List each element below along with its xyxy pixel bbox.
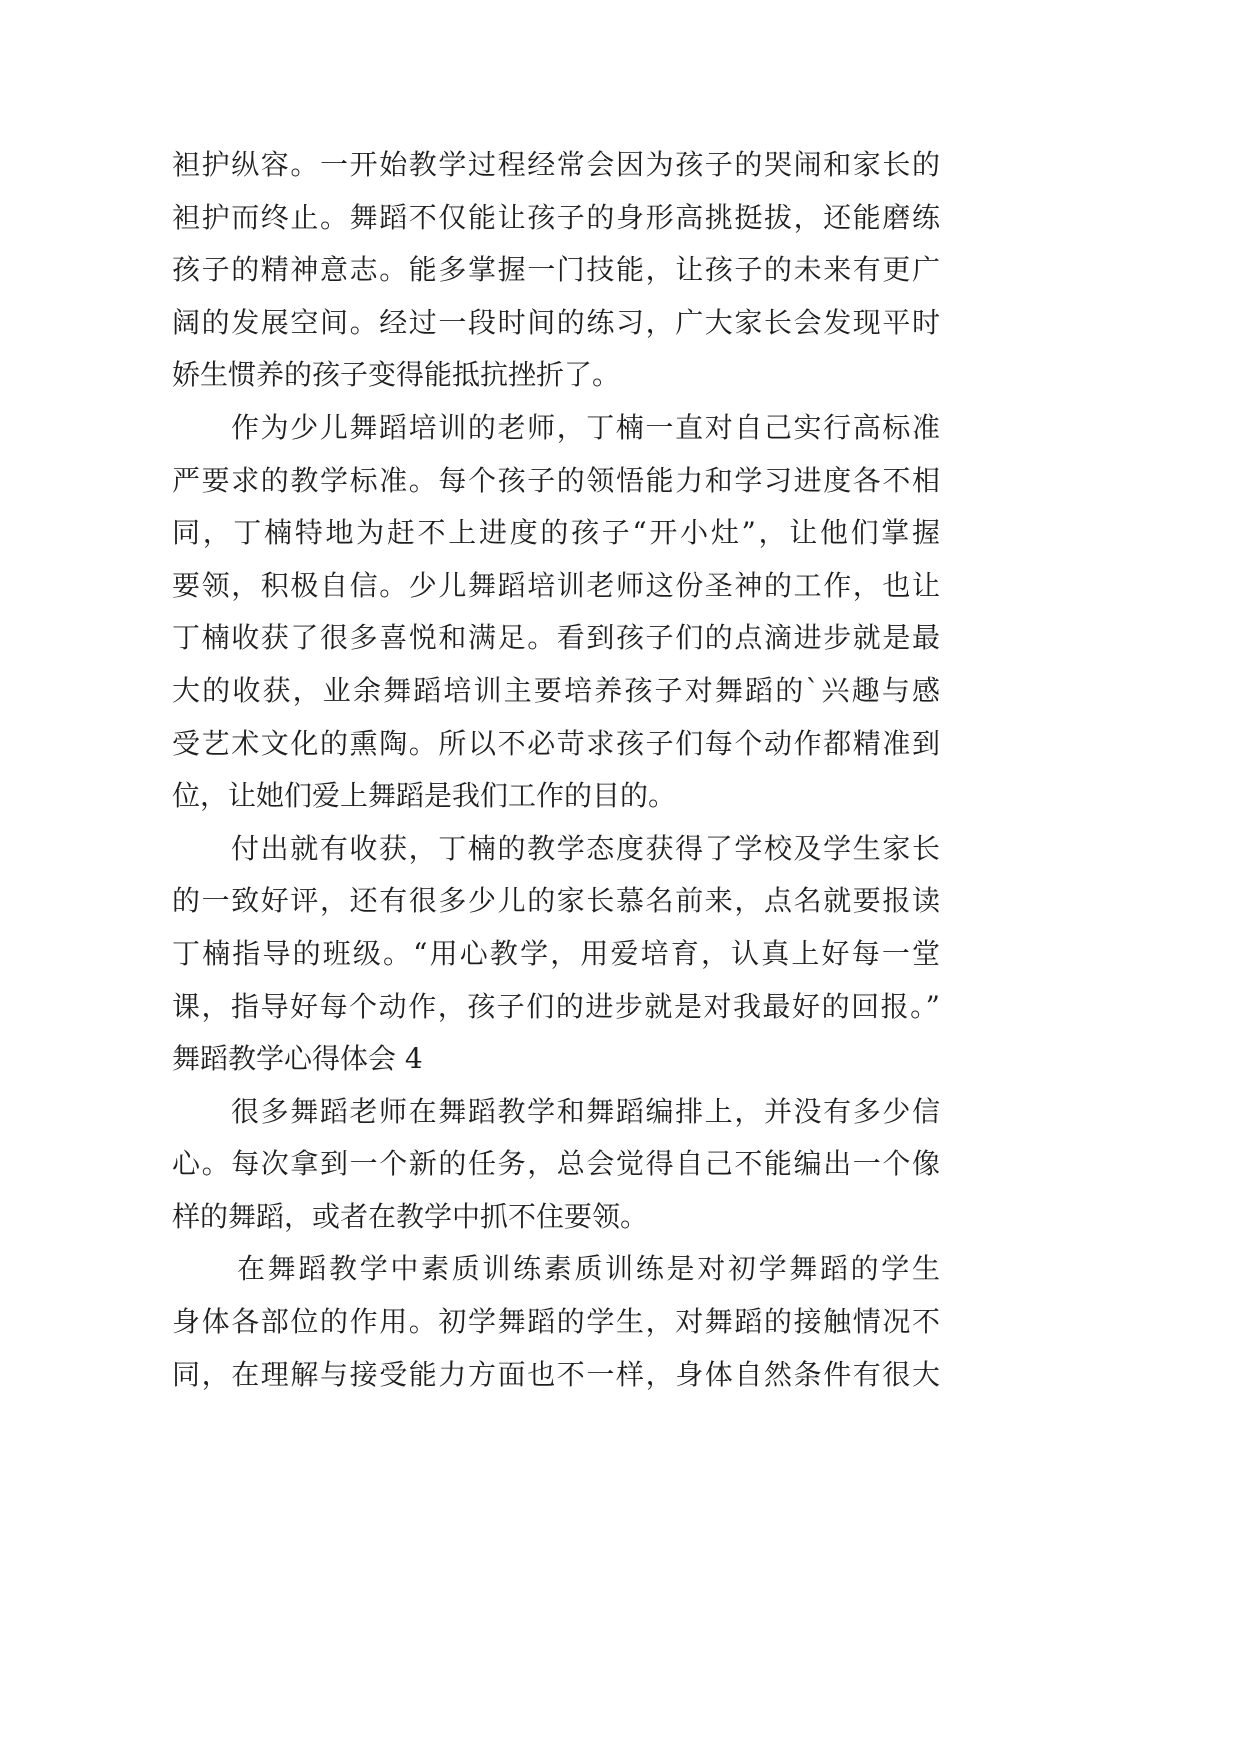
- text-line: 大的收获，业余舞蹈培训主要培养孩子对舞蹈的`兴趣与感: [172, 673, 940, 707]
- text-line: 严要求的教学标准。每个孩子的领悟能力和学习进度各不相: [172, 463, 940, 497]
- paragraph: [172, 1243, 940, 1401]
- document-body: [172, 139, 940, 1401]
- text-line: 作为少儿舞蹈培训的老师，丁楠一直对自己实行高标准: [231, 410, 940, 444]
- text-line: 袒护而终止。舞蹈不仅能让孩子的身形高挑挺拔，还能磨练: [172, 200, 940, 234]
- text-line: 心。每次拿到一个新的任务，总会觉得自己不能编出一个像: [172, 1147, 940, 1181]
- text-line: 要领，积极自信。少儿舞蹈培训老师这份圣神的工作，也让: [172, 568, 940, 602]
- text-line: 丁楠指导的班级。“用心教学，用爱培育，认真上好每一堂: [172, 936, 940, 970]
- text-line: 同，丁楠特地为赶不上进度的孩子“开小灶”，让他们掌握: [172, 516, 940, 550]
- text-line: 的一致好评，还有很多少儿的家长慕名前来，点名就要报读: [172, 884, 940, 918]
- text-line: 娇生惯养的孩子变得能抵抗挫折了。: [172, 358, 621, 392]
- section-heading: 舞蹈教学心得体会 4: [172, 1042, 423, 1076]
- text-line: 丁楠收获了很多喜悦和满足。看到孩子们的点滴进步就是最: [172, 621, 940, 655]
- paragraph: [172, 1086, 940, 1244]
- paragraph: [172, 139, 940, 402]
- text-line: 在舞蹈教学中素质训练素质训练是对初学舞蹈的学生: [237, 1252, 940, 1286]
- text-line: 样的舞蹈，或者在教学中抓不住要领。: [172, 1199, 649, 1233]
- text-line: 很多舞蹈老师在舞蹈教学和舞蹈编排上，并没有多少信: [231, 1094, 940, 1128]
- text-line: 阔的发展空间。经过一段时间的练习，广大家长会发现平时: [172, 305, 940, 339]
- text-line: 身体各部位的作用。初学舞蹈的学生，对舞蹈的接触情况不: [172, 1305, 940, 1339]
- text-line: 孩子的精神意志。能多掌握一门技能，让孩子的未来有更广: [172, 253, 940, 287]
- text-line: 位，让她们爱上舞蹈是我们工作的目的。: [172, 779, 677, 813]
- text-line: 课，指导好每个动作，孩子们的进步就是对我最好的回报。”: [172, 989, 940, 1023]
- paragraph: [172, 402, 940, 823]
- text-line: 同，在理解与接受能力方面也不一样，身体自然条件有很大: [172, 1357, 940, 1391]
- text-line: 受艺术文化的熏陶。所以不必苛求孩子们每个动作都精准到: [172, 726, 940, 760]
- paragraph: [172, 823, 940, 1033]
- text-line: 袒护纵容。一开始教学过程经常会因为孩子的哭闹和家长的: [172, 148, 940, 181]
- text-line: 付出就有收获，丁楠的教学态度获得了学校及学生家长: [231, 831, 940, 865]
